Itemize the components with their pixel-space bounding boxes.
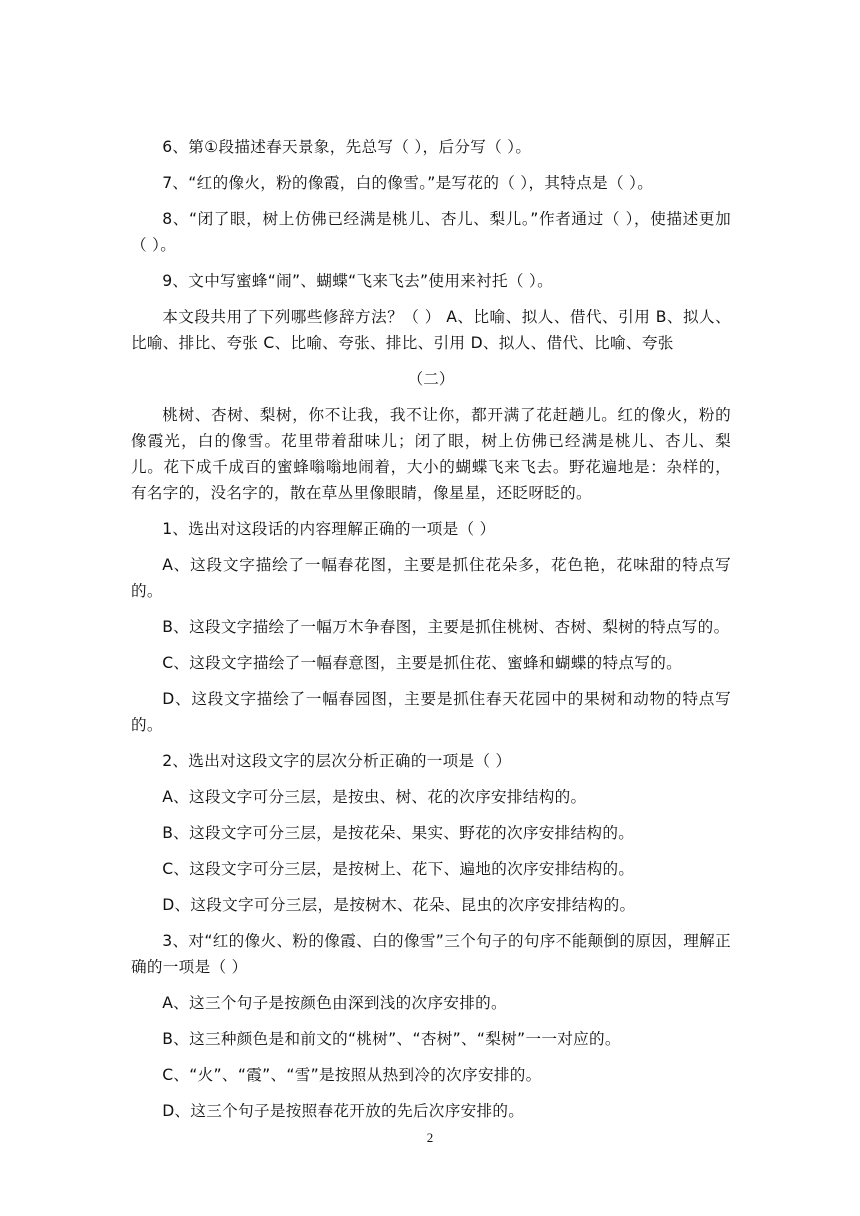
question-1-option-b: B、这段文字描绘了一幅万木争春图，主要是抓住桃树、杏树、梨树的特点写的。 bbox=[162, 618, 730, 636]
question-1-option-d: D、这段文字描绘了一幅春园图，主要是抓住春天花园中的果树和动物的特点写的。 bbox=[131, 690, 731, 734]
question-8: 8、“闭了眼，树上仿佛已经满是桃儿、杏儿、梨儿。”作者通过（ ），使描述更加（ ）。 bbox=[131, 210, 731, 254]
page-content bbox=[131, 134, 731, 1134]
question-6: 6、第①段描述春天景象，先总写（ ），后分写（ ）。 bbox=[162, 138, 532, 156]
question-7: 7、“红的像火，粉的像霞，白的像雪。”是写花的（ ），其特点是（ ）。 bbox=[162, 174, 654, 192]
page-number: 2 bbox=[426, 1130, 434, 1145]
rhetoric-question: 本文段共用了下列哪些修辞方法？（ ） A、比喻、拟人、借代、引用 B、拟人、比喻、排比、夸张 C、比喻、夸张、排比、引用 D、拟人、借代、比喻、夸张 bbox=[131, 308, 731, 352]
question-3-option-b: B、这三种颜色是和前文的“桃树”、“杏树”、“梨树”一一对应的。 bbox=[162, 1030, 621, 1048]
question-3-option-d: D、这三个句子是按照春花开放的先后次序安排的。 bbox=[162, 1102, 525, 1120]
question-2-stem: 2、选出对这段文字的层次分析正确的一项是（ ） bbox=[162, 752, 512, 770]
question-2-option-c: C、这段文字可分三层，是按树上、花下、遍地的次序安排结构的。 bbox=[162, 860, 635, 878]
question-1-option-a: A、这段文字描绘了一幅春花图，主要是抓住花朵多，花色艳，花味甜的特点写的。 bbox=[131, 556, 731, 600]
section-heading: （二） bbox=[407, 370, 455, 388]
question-2-option-b: B、这段文字可分三层，是按花朵、果实、野花的次序安排结构的。 bbox=[162, 824, 635, 842]
question-2-option-d: D、这段文字可分三层，是按树木、花朵、昆虫的次序安排结构的。 bbox=[162, 896, 636, 914]
question-1-option-c: C、这段文字描绘了一幅春意图，主要是抓住花、蜜蜂和蝴蝶的特点写的。 bbox=[162, 654, 682, 672]
question-3-option-c: C、“火”、“霞”、“雪”是按照从热到冷的次序安排的。 bbox=[162, 1066, 542, 1084]
passage-paragraph: 桃树、杏树、梨树，你不让我，我不让你，都开满了花赶趟儿。红的像火，粉的像霞光，白的像雪。花里带着甜味儿；闭了眼，树上仿佛已经满是桃儿、杏儿、梨儿。花下成千成百的蜜蜂嗡嗡地闹着，大小的蝴蝶飞来飞去。野花遍地是：杂样的，有名字的，没名字的，散在草丛里像眼睛，像星星，还眨呀眨的。 bbox=[131, 406, 731, 502]
question-2-option-a: A、这段文字可分三层，是按虫、树、花的次序安排结构的。 bbox=[162, 788, 587, 806]
question-3-stem: 3、对“红的像火、粉的像霞、白的像雪”三个句子的句序不能颠倒的原因，理解正确的一项是（ ） bbox=[131, 932, 731, 976]
question-9: 9、文中写蜜蜂“闹”、蝴蝶“飞来飞去”使用来衬托（ ）。 bbox=[162, 272, 554, 290]
question-1-stem: 1、选出对这段话的内容理解正确的一项是（ ） bbox=[162, 520, 496, 538]
question-3-option-a: A、这三个句子是按颜色由深到浅的次序安排的。 bbox=[162, 994, 507, 1012]
